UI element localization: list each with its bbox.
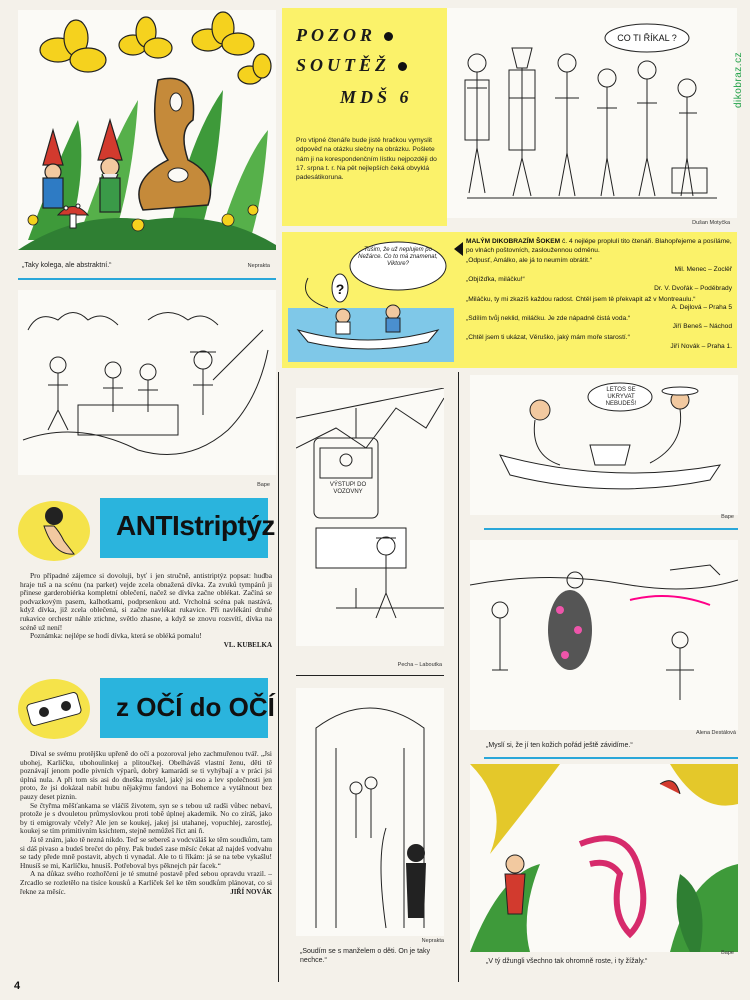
oci-author: JIŘÍ NOVÁK — [230, 888, 272, 897]
skeletons-cartoon — [18, 290, 276, 475]
question-mark-icon: ? — [335, 281, 345, 297]
winner-author: Jiří Beneš – Náchod — [672, 323, 732, 331]
jungle-illustration — [470, 764, 738, 952]
oci-title: z OČÍ do OČÍ — [116, 692, 275, 722]
bullet-icon — [398, 62, 407, 71]
small-dikobraz-box — [282, 232, 737, 368]
winner-author: Mil. Menec – Zoclěř — [674, 265, 732, 273]
contest-bubble: CO TI ŘÍKAL ? — [617, 33, 677, 43]
jungle-caption: „V tý džungli všechno tak ohromně roste, i ty žížaly.“ — [486, 958, 648, 965]
corridor-cartoon — [296, 688, 444, 936]
contest-box — [282, 8, 447, 226]
antistriptyz-note: Poznámka: nejlépe se hodí dívka, která se obléká pomalu! — [30, 631, 202, 641]
oci-paragraph: Se čtyřma měšťankama se vláčíš životem, syn se s tebou už radši vůbec nebaví, protože je s dvouletou průmyslovkou proti tobě úplnej akademik. No co zíráš, jako by ti emigrovaly včely? Ale jen se koukej, jakej jsi utahanej, vopuchlej, zarostlej, koukej se tím primitivním ksichtem, stejně nemůžeš říct ani ň. — [20, 800, 272, 836]
cable-car-credit: Pecha – Laboutka — [397, 662, 442, 668]
divider-blue — [484, 528, 738, 530]
page-number: 4 — [14, 980, 21, 992]
antistriptyz-text: Pro případné zájemce si dovoluji, byť i jen stručně, antistriptýz popsat: hudba hraje tuš a na scénu (na parket) vejde zcela obnažená dívka. Za zvuků tympánů ji přinese garderobiérka kompletní oblečení, načež se dívka začne oblékat. Začíná se podvazkovým pasem, kalhotkami, podprsenkou atd. Vrcholná scéna pak nastává, když dívka, již zcela oblečená, si začne navlékat rukavice. Při navlékání druhé rukavice orchestr náhle ztichne, světlo zhasne, a když se znovu rozsvítí, dívka na scéně už není! — [20, 571, 272, 632]
winner-quote: „Odpusť, Amálko, ale já to neumím obrátit.“ — [466, 257, 592, 265]
woman-icon — [14, 496, 98, 566]
oci-paragraph: Já tě znám, jako tě nezná nikdo. Teď se sebereš a vodcváláš ke těm soudkům, tam si dáš pivaso a budeš brečet do pěny. Pak budeš zase měsíc čekat až najdeš vodvahu se tady předе mně postavit, abych ti vynadal. Ale to ti říkám: já se na tebe vykašlu! Hnusíš se mi, Karlíčku, hnusíš. Potřeboval bys pěknejch pár facek.“ — [20, 834, 272, 870]
antistriptyz-title: ANTIstriptýz — [116, 510, 275, 541]
contest-title-3: MDŠ 6 — [340, 87, 413, 107]
contest-title-line1: POZOR — [296, 25, 376, 45]
winners-heading: MALÝM DIKOBRAZÍM ŠOKEM — [466, 238, 561, 245]
beach-illustration — [470, 540, 738, 730]
boat-bubble: Tušim, že už nepluјem po Nežárce. Co to má znamenat, Viktore? — [358, 247, 438, 267]
beach-credit: Alena Destálová — [695, 730, 736, 736]
column-divider — [458, 372, 459, 982]
corridor-caption: „Soudím se s manželem o děti. On je taky nechce.“ — [300, 948, 430, 964]
flowers-credit: Neprakta — [247, 263, 270, 269]
entries-container — [466, 257, 732, 351]
winners-list — [466, 238, 732, 351]
winner-author: Dr. V. Dvořák – Poděbrady — [654, 284, 732, 292]
cable-car-cartoon — [296, 388, 444, 646]
beach-cartoon — [470, 540, 738, 730]
winner-quote: „Sdílím tvůj neklid, miláčku. Je zde nápadně čistá voda.“ — [466, 314, 631, 322]
beach-caption: „Myslí si, že jí ten kožich pořád ještě závidíme.“ — [486, 742, 633, 749]
flowers-caption: „Taky kolega, ale abstraktní.“ — [22, 262, 112, 269]
contest-title-1 — [296, 22, 393, 48]
jungle-credit: Bape — [721, 950, 734, 956]
canoe-credit: Bape — [721, 514, 734, 520]
flowers-gnomes-illustration — [18, 10, 276, 250]
contest-cartoon — [447, 8, 737, 218]
winner-author: A. Dejlová – Praha 5 — [671, 304, 732, 312]
winner-quote: „Miláčku, ty mi zkazíš každou radost. Chtěl jsem tě překvapit až v Montreaulu.“ — [466, 295, 696, 303]
jungle-cartoon — [470, 764, 738, 952]
winner-quote: „Objížďka, miláčku!“ — [466, 276, 525, 284]
winner-author: Jiří Novák – Praha 1. — [670, 342, 732, 350]
winners-intro-text: č. 4 nejlépe proplulí tito čtenáři. Blahopřejeme a posíláme, po vlnách poštovních, zasloužennou odměnu. — [466, 238, 732, 254]
contest-credit: Dušan Motyčka — [692, 220, 730, 226]
arrow-icon — [454, 242, 463, 256]
winners-intro — [466, 238, 732, 255]
canoe-cartoon — [470, 375, 738, 515]
contest-title-line2: SOUTĚŽ — [296, 55, 391, 75]
bullet-icon — [384, 32, 393, 41]
corridor-illustration — [296, 688, 444, 936]
corridor-credit: Neprakta — [421, 938, 444, 944]
museum-illustration — [447, 8, 737, 218]
antistriptyz-body — [20, 572, 272, 649]
skeletons-credit: Bape — [257, 482, 270, 488]
contest-text: Pro vtipné čtenáře bude jistě hračkou vymyslit odpověď na otázku slečny na obrázku. Pošlete nám ji na korespondenčním lístku nejpozději do 17. srpna t. r. Na pět nejlepších čeká obvyklá padesátikoruna. — [296, 137, 437, 182]
skeletons-illustration — [18, 290, 276, 475]
boat-cartoon — [288, 238, 454, 362]
canoe-bubble: LETOS SE UKRYVAT NEBUDEŠ! — [605, 387, 637, 407]
divider-black — [296, 675, 444, 676]
cable-car-sign: VÝSTUP! DO VOZOVNY — [329, 482, 367, 495]
column-divider — [278, 372, 279, 982]
oci-paragraph: A na důkaz svého rozhořčení je té smutné postavě před sebou opravdu vrazil. – Zrcadlo se rozletělo na tisíce kousků a Karlíček šel ke těm soudkům plánovat, co si řekne za měsíc. — [20, 869, 272, 896]
antistriptyz-author: VL. KUBELKA — [223, 640, 272, 649]
eyes-icon — [14, 674, 98, 744]
contest-title-2 — [296, 52, 407, 78]
watermark-logo: dikobraz.cz — [733, 51, 744, 108]
oci-paragraph: Díval se svému protějšku upřeně do očí a pozoroval jeho zachmuřenou tvář. „Jsi ubohej, Karlíčku, ubohoulinkej a plitoučkej. Obelháváš vlastní ženu, děti tě poznávají jenom podle pivních výparů, dobrý kamarádi se ti vyhýbají a v práci jsi úplná nula. A při tom sis asi do dneška myslel, jaký jsi eso a lev společnosti jen proto, že jsi dokázal nabít hubu nějakýmu fandovi na Bohemce a vytáhnout bez pauzy deset piznin. — [20, 749, 272, 801]
oci-body — [20, 750, 272, 897]
cable-car-illustration — [296, 388, 444, 646]
winner-quote: „Chtěl jsem ti ukázat, Věruško, jaký mám moře starostí.“ — [466, 333, 630, 341]
divider-blue — [18, 278, 276, 280]
flowers-gnomes-cartoon — [18, 10, 276, 250]
divider-blue — [484, 757, 738, 759]
